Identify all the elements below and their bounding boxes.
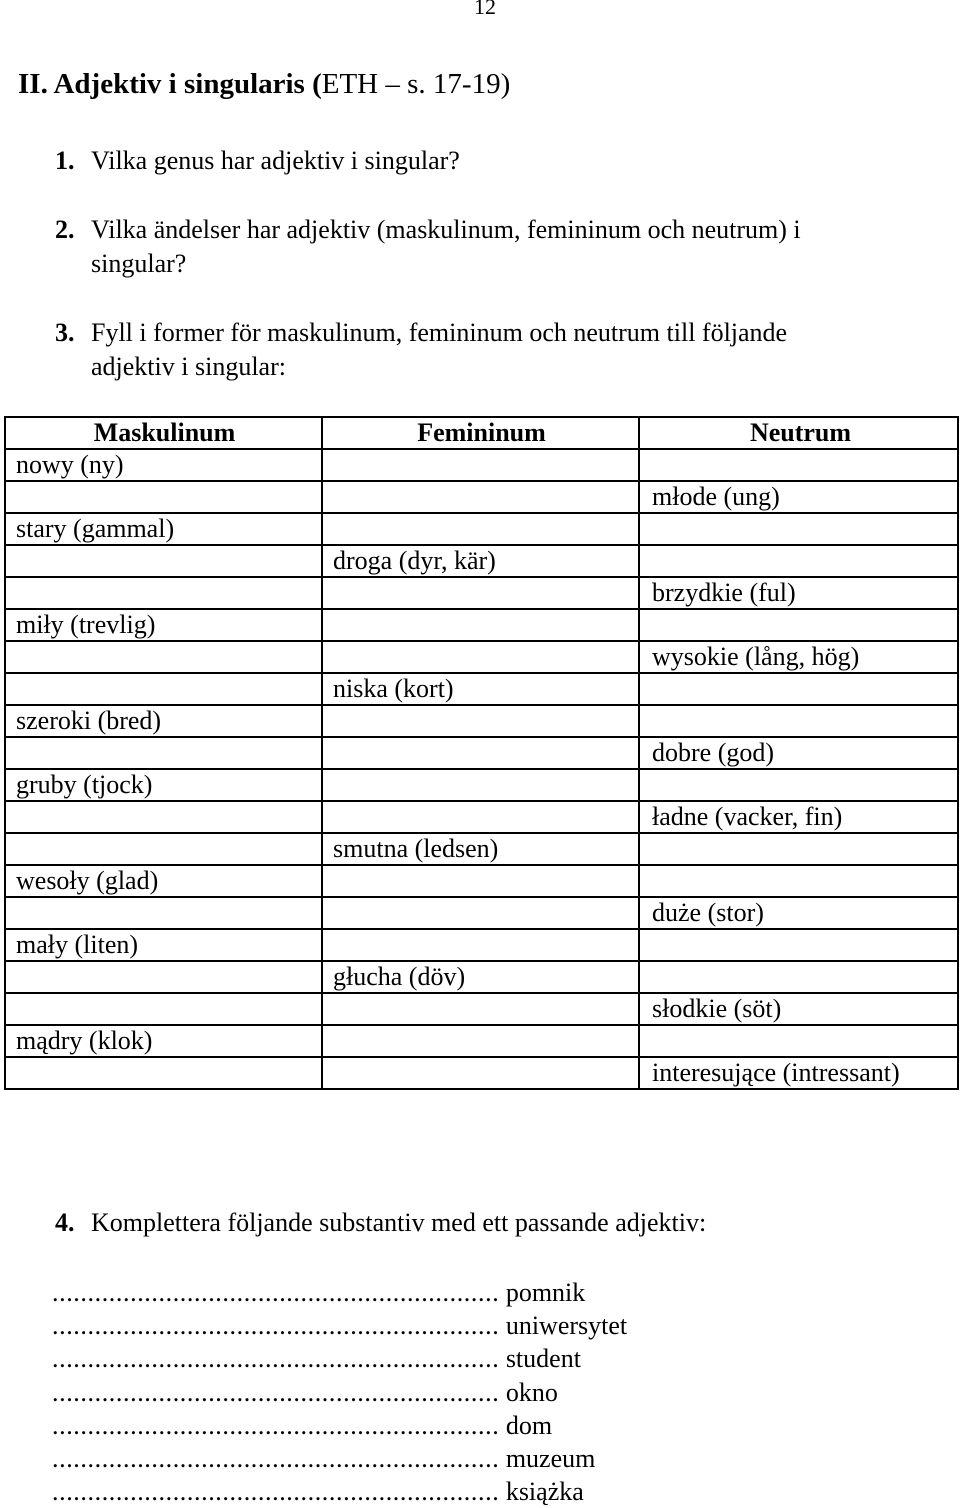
noun-label: książka <box>505 1477 584 1507</box>
femininum-cell[interactable] <box>322 705 639 737</box>
maskulinum-cell: nowy (ny) <box>5 449 322 481</box>
table-row <box>5 769 958 801</box>
neutrum-cell[interactable] <box>639 1025 958 1057</box>
fill-in-line <box>52 1276 585 1309</box>
neutrum-cell[interactable] <box>639 609 958 641</box>
fill-in-line <box>52 1442 595 1475</box>
neutrum-cell[interactable] <box>639 865 958 897</box>
question-1 <box>55 144 460 178</box>
fill-in-line <box>52 1409 552 1442</box>
neutrum-cell: wysokie (lång, hög) <box>639 641 958 673</box>
maskulinum-cell: wesoły (glad) <box>5 865 322 897</box>
femininum-cell: smutna (ledsen) <box>322 833 639 865</box>
table-row <box>5 673 958 705</box>
noun-label: pomnik <box>505 1278 586 1307</box>
maskulinum-cell: mądry (klok) <box>5 1025 322 1057</box>
question-number: 3. <box>55 318 75 347</box>
page-number: 12 <box>474 0 496 19</box>
header-femininum: Femininum <box>322 417 639 449</box>
fill-in-line <box>52 1342 581 1375</box>
maskulinum-cell: gruby (tjock) <box>5 769 322 801</box>
femininum-cell[interactable] <box>322 641 639 673</box>
table-row <box>5 737 958 769</box>
maskulinum-cell: mały (liten) <box>5 929 322 961</box>
table-row <box>5 929 958 961</box>
femininum-cell: głucha (döv) <box>322 961 639 993</box>
neutrum-cell[interactable] <box>639 961 958 993</box>
femininum-cell[interactable] <box>322 513 639 545</box>
table-row <box>5 961 958 993</box>
maskulinum-cell[interactable] <box>5 993 322 1025</box>
fill-in-line <box>52 1475 584 1508</box>
table-row <box>5 705 958 737</box>
maskulinum-cell[interactable] <box>5 1057 322 1089</box>
neutrum-cell: słodkie (söt) <box>639 993 958 1025</box>
blank-dots[interactable]: ............................................................... <box>52 1477 500 1507</box>
table-row <box>5 897 958 929</box>
question-text-line-2: adjektiv i singular: <box>91 352 286 381</box>
noun-label: student <box>505 1344 581 1374</box>
neutrum-cell: brzydkie (ful) <box>639 577 958 609</box>
femininum-cell[interactable] <box>322 929 639 961</box>
blank-dots[interactable]: ............................................................... <box>52 1344 500 1374</box>
femininum-cell[interactable] <box>322 769 639 801</box>
neutrum-cell: duże (stor) <box>639 897 958 929</box>
noun-label: okno <box>505 1377 558 1407</box>
femininum-cell[interactable] <box>322 897 639 929</box>
table-row <box>5 449 958 481</box>
blank-dots[interactable]: ............................................................... <box>52 1278 500 1307</box>
question-number: 2. <box>55 215 75 244</box>
maskulinum-cell[interactable] <box>5 961 322 993</box>
noun-label: muzeum <box>505 1444 596 1473</box>
adjective-table <box>4 416 959 1090</box>
neutrum-cell[interactable] <box>639 929 958 961</box>
femininum-cell[interactable] <box>322 737 639 769</box>
question-text: Komplettera följande substantiv med ett passande adjektiv: <box>91 1208 707 1237</box>
femininum-cell[interactable] <box>322 609 639 641</box>
neutrum-cell[interactable] <box>639 833 958 865</box>
blank-dots[interactable]: ............................................................... <box>52 1410 500 1440</box>
neutrum-cell[interactable] <box>639 705 958 737</box>
question-text-line-1: Vilka ändelser har adjektiv (maskulinum, femininum och neutrum) i <box>91 215 801 244</box>
neutrum-cell[interactable] <box>639 673 958 705</box>
header-maskulinum: Maskulinum <box>5 417 322 449</box>
table-row <box>5 1025 958 1057</box>
neutrum-cell[interactable] <box>639 513 958 545</box>
table-row <box>5 513 958 545</box>
question-2 <box>55 213 801 278</box>
blank-dots[interactable]: ............................................................... <box>52 1444 500 1473</box>
blank-dots[interactable]: ............................................................... <box>52 1311 500 1341</box>
question-4 <box>55 1206 707 1240</box>
blank-dots[interactable]: ............................................................... <box>52 1377 500 1407</box>
noun-label: uniwersytet <box>505 1311 628 1341</box>
question-number: 4. <box>55 1208 75 1237</box>
neutrum-cell: dobre (god) <box>639 737 958 769</box>
maskulinum-cell[interactable] <box>5 737 322 769</box>
femininum-cell[interactable] <box>322 1057 639 1089</box>
maskulinum-cell: miły (trevlig) <box>5 609 322 641</box>
fill-in-line <box>52 1309 627 1342</box>
neutrum-cell: ładne (vacker, fin) <box>639 801 958 833</box>
maskulinum-cell[interactable] <box>5 897 322 929</box>
femininum-cell[interactable] <box>322 449 639 481</box>
femininum-cell[interactable] <box>322 577 639 609</box>
femininum-cell[interactable] <box>322 481 639 513</box>
maskulinum-cell[interactable] <box>5 481 322 513</box>
maskulinum-cell[interactable] <box>5 545 322 577</box>
neutrum-cell: młode (ung) <box>639 481 958 513</box>
femininum-cell: niska (kort) <box>322 673 639 705</box>
table-header-row <box>5 417 958 449</box>
maskulinum-cell[interactable] <box>5 833 322 865</box>
table-row <box>5 801 958 833</box>
femininum-cell[interactable] <box>322 993 639 1025</box>
maskulinum-cell[interactable] <box>5 673 322 705</box>
question-text: Vilka genus har adjektiv i singular? <box>91 146 460 175</box>
table-row <box>5 545 958 577</box>
question-number: 1. <box>55 146 75 175</box>
question-text-line-1: Fyll i former för maskulinum, femininum och neutrum till följande <box>91 318 788 347</box>
table-row <box>5 1057 958 1089</box>
table-row <box>5 481 958 513</box>
section-heading <box>18 68 510 101</box>
maskulinum-cell[interactable] <box>5 577 322 609</box>
femininum-cell[interactable] <box>322 1025 639 1057</box>
maskulinum-cell[interactable] <box>5 641 322 673</box>
question-text-line-2: singular? <box>91 249 187 278</box>
section-heading-ref: ETH – s. 17-19) <box>321 68 511 100</box>
neutrum-cell[interactable] <box>639 545 958 577</box>
femininum-cell[interactable] <box>322 801 639 833</box>
maskulinum-cell: stary (gammal) <box>5 513 322 545</box>
fill-in-line <box>52 1376 558 1409</box>
femininum-cell[interactable] <box>322 865 639 897</box>
table-row <box>5 993 958 1025</box>
neutrum-cell[interactable] <box>639 769 958 801</box>
table-row <box>5 833 958 865</box>
maskulinum-cell[interactable] <box>5 801 322 833</box>
question-3 <box>55 316 788 381</box>
maskulinum-cell: szeroki (bred) <box>5 705 322 737</box>
femininum-cell: droga (dyr, kär) <box>322 545 639 577</box>
table-row <box>5 865 958 897</box>
neutrum-cell: interesujące (intressant) <box>639 1057 958 1089</box>
table-row <box>5 609 958 641</box>
table-row <box>5 641 958 673</box>
neutrum-cell[interactable] <box>639 449 958 481</box>
section-heading-bold: II. Adjektiv i singularis ( <box>18 68 322 100</box>
header-neutrum: Neutrum <box>639 417 958 449</box>
noun-label: dom <box>505 1410 553 1440</box>
table-row <box>5 577 958 609</box>
